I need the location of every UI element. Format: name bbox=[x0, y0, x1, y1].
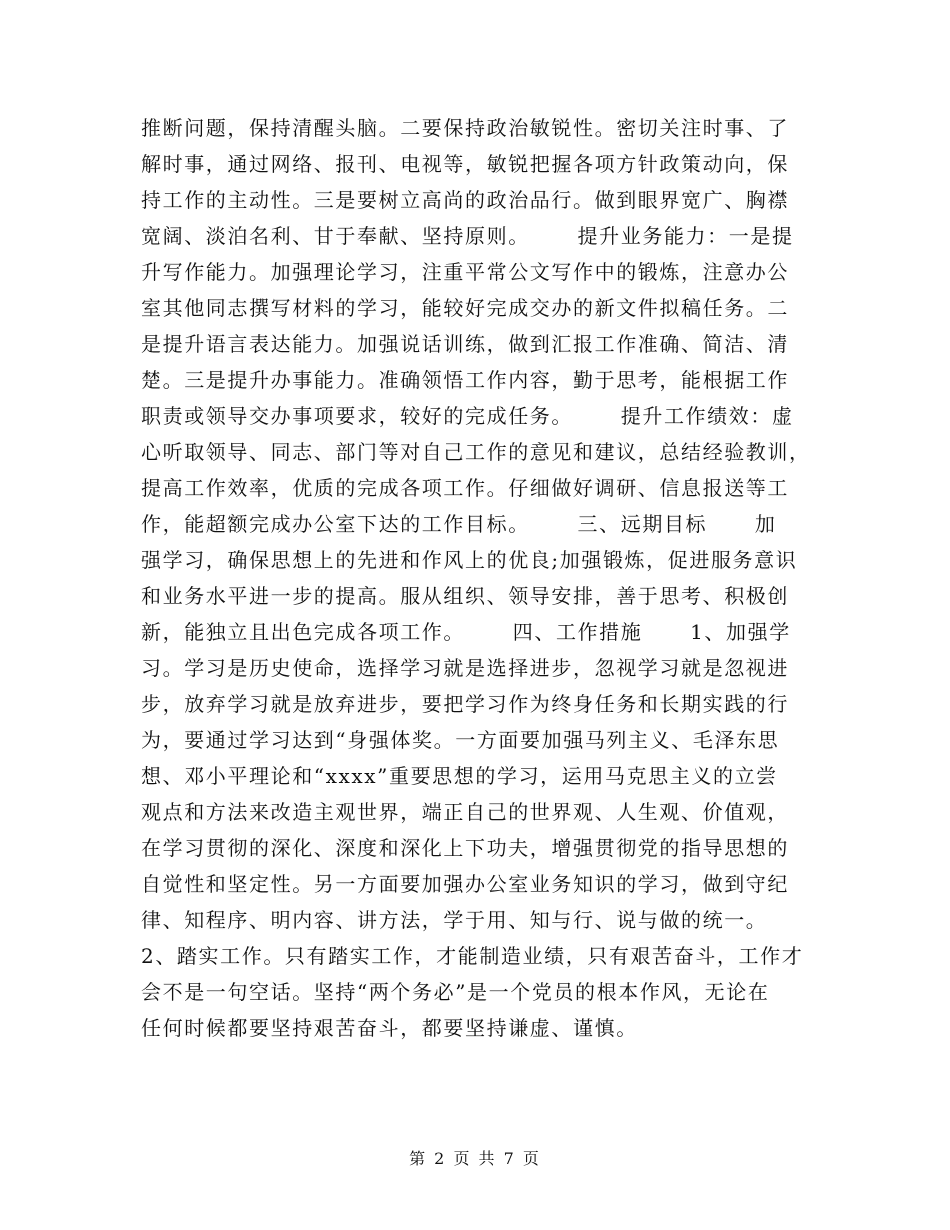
body-text bbox=[141, 110, 811, 1046]
text-line: 作，能超额完成办公室下达的工作目标。 三、远期目标 加 bbox=[141, 512, 777, 536]
text-line: 是提升语言表达能力。加强说话训练，做到汇报工作准确、简洁、清 bbox=[141, 332, 789, 356]
text-line: 宽阔、淡泊名利、甘于奉献、坚持原则。 提升业务能力：一是提 bbox=[141, 224, 794, 248]
text-line: 持工作的主动性。三是要树立高尚的政治品行。做到眼界宽广、胸襟 bbox=[141, 188, 789, 212]
text-line: 2、踏实工作。只有踏实工作，才能制造业绩，只有艰苦奋斗，工作才 bbox=[141, 944, 804, 968]
text-line: 步，放弃学习就是放弃进步，要把学习作为终身任务和长期实践的行 bbox=[141, 692, 789, 716]
text-line: 职责或领导交办事项要求，较好的完成任务。 提升工作绩效：虚 bbox=[141, 404, 794, 428]
text-line: 习。学习是历史使命，选择学习就是选择进步，忽视学习就是忽视进 bbox=[141, 656, 789, 680]
text-line: 任何时候都要坚持艰苦奋斗，都要坚持谦虚、谨慎。 bbox=[141, 1016, 638, 1040]
text-line: 心听取领导、同志、部门等对自己工作的意见和建议，总结经验教训， bbox=[141, 440, 811, 464]
text-line: 强学习，确保思想上的先进和作风上的优良;加强锻炼，促进服务意识 bbox=[141, 548, 798, 572]
text-line: 会不是一句空话。坚持“两个务必”是一个党员的根本作风，无论在 bbox=[141, 980, 770, 1004]
text-line: 自觉性和坚定性。另一方面要加强办公室业务知识的学习，做到守纪 bbox=[141, 872, 789, 896]
text-line: 解时事，通过网络、报刊、电视等，敏锐把握各项方针政策动向，保 bbox=[141, 152, 789, 176]
text-line: 升写作能力。加强理论学习，注重平常公文写作中的锻炼，注意办公 bbox=[141, 260, 789, 284]
text-line: 和业务水平进一步的提高。服从组织、领导安排，善于思考、积极创 bbox=[141, 584, 789, 608]
text-line: 新，能独立且出色完成各项工作。 四、工作措施 1、加强学 bbox=[141, 620, 791, 644]
text-line: 观点和方法来改造主观世界，端正自己的世界观、人生观、价值观， bbox=[141, 800, 789, 824]
text-line: 楚。三是提升办事能力。准确领悟工作内容，勤于思考，能根据工作 bbox=[141, 368, 789, 392]
text-line: 为，要通过学习达到“身强体奖。一方面要加强马列主义、毛泽东思 bbox=[141, 728, 780, 752]
text-line: 想、邓小平理论和“xxxx”重要思想的学习，运用马克思主义的立尝 bbox=[141, 764, 778, 788]
text-line: 推断问题，保持清醒头脑。二要保持政治敏锐性。密切关注时事、了 bbox=[141, 116, 789, 140]
text-line: 在学习贯彻的深化、深度和深化上下功夫，增强贯彻党的指导思想的 bbox=[141, 836, 789, 860]
page-number-footer: 第 2 页 共 7 页 bbox=[409, 1149, 541, 1168]
text-line: 提高工作效率，优质的完成各项工作。仔细做好调研、信息报送等工 bbox=[141, 476, 789, 500]
text-line: 室其他同志撰写材料的学习，能较好完成交办的新文件拟稿任务。二 bbox=[141, 296, 789, 320]
text-line: 律、知程序、明内容、讲方法，学于用、知与行、说与做的统一。 bbox=[141, 908, 768, 932]
